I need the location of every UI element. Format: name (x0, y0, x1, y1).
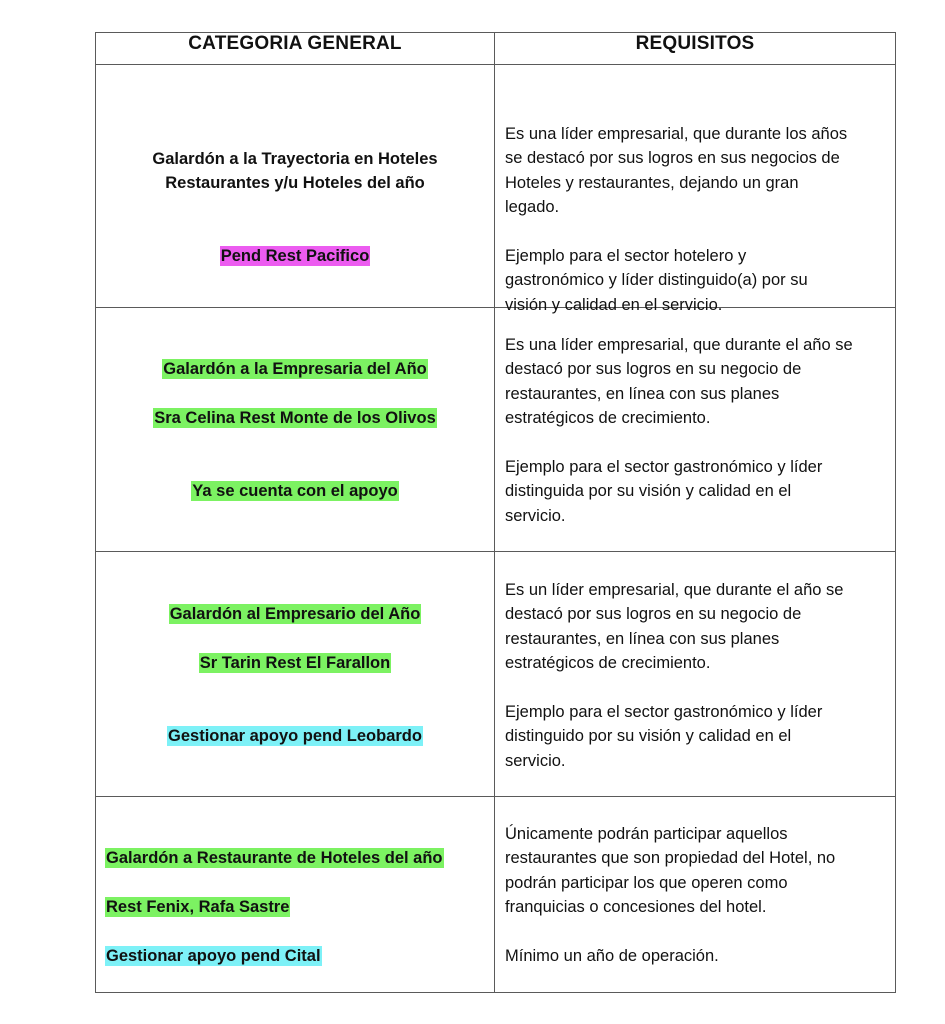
text-line: Únicamente podrán participar aquellos (505, 825, 788, 843)
requirements-text (505, 822, 889, 968)
winner-highlight: Sr Tarin Rest El Farallon (199, 654, 391, 672)
text-line: legado. (505, 198, 560, 217)
category-cell (96, 65, 495, 308)
category-title-highlight: Galardón a Restaurante de Hoteles del año (106, 849, 443, 867)
category-status-line (96, 244, 494, 268)
requirements-paragraph (505, 944, 889, 968)
text-line: gastronómico y líder distinguido(a) por su (505, 271, 808, 290)
table-row (96, 308, 896, 552)
header-requisitos: REQUISITOS (495, 33, 896, 65)
requirements-paragraph (505, 578, 889, 676)
text-line: estratégicos de crecimiento. (505, 654, 711, 673)
category-title-line (96, 147, 494, 171)
category-title-line (96, 171, 494, 195)
awards-table (95, 32, 896, 993)
winner-line (96, 651, 494, 675)
text-line: podrán participar los que operen como (505, 873, 788, 892)
text-line: restaurantes, en línea con sus planes (505, 384, 780, 403)
winner-line (96, 406, 494, 430)
category-title-highlight: Galardón a la Empresaria del Año (163, 360, 427, 378)
category-title-highlight: Galardón al Empresario del Año (169, 605, 421, 623)
text-line: Es un líder empresarial, que durante el año se (505, 581, 844, 599)
category-title-line (105, 846, 444, 870)
category-cell (96, 552, 495, 797)
category-status-line (96, 479, 494, 503)
text-line: Ejemplo para el sector gastronómico y líder (505, 703, 823, 722)
requirements-cell (495, 65, 896, 314)
requirements-cell (495, 308, 896, 552)
example-paragraph (505, 455, 889, 528)
status-highlight: Ya se cuenta con el apoyo (192, 482, 398, 500)
winner-highlight: Rest Fenix, Rafa Sastre (106, 898, 290, 916)
category-title-text: Galardón a la Trayectoria en Hoteles (152, 150, 438, 168)
category-title-line (96, 602, 494, 626)
winner-line (105, 895, 290, 919)
status-highlight: Gestionar apoyo pend Leobardo (168, 727, 422, 745)
text-line: restaurantes que son propiedad del Hotel, no (505, 849, 836, 868)
requirements-cell (495, 552, 896, 797)
winner-highlight: Sra Celina Rest Monte de los Olivos (154, 409, 436, 427)
text-line: estratégicos de crecimiento. (505, 409, 711, 428)
text-line: distinguido por su visión y calidad en el (505, 727, 792, 746)
example-paragraph (505, 244, 889, 317)
category-status-line (96, 724, 494, 748)
requirements-paragraph (505, 122, 889, 220)
text-line: servicio. (505, 506, 566, 525)
category-status-line (105, 944, 322, 968)
requirements-text (505, 578, 889, 773)
text-line: Ejemplo para el sector hotelero y (505, 247, 747, 266)
text-line: Es una líder empresarial, que durante los años (505, 125, 848, 143)
text-line: franquicias o concesiones del hotel. (505, 898, 767, 917)
table-row (96, 552, 896, 797)
text-line: Ejemplo para el sector gastronómico y líder (505, 458, 823, 477)
category-title-text: Restaurantes y/u Hoteles del año (165, 174, 425, 192)
text-line: se destacó por sus logros en sus negocios de (505, 149, 840, 168)
text-line: visión y calidad en el servicio. (505, 295, 723, 314)
text-line: distinguida por su visión y calidad en el (505, 482, 792, 501)
table-header-row (96, 33, 896, 65)
category-title-line (96, 357, 494, 381)
requirements-cell (495, 797, 896, 993)
table-row (96, 65, 896, 308)
status-highlight: Pend Rest Pacifico (220, 247, 370, 265)
status-highlight: Gestionar apoyo pend Cital (106, 947, 321, 965)
text-line: restaurantes, en línea con sus planes (505, 629, 780, 648)
category-cell (96, 797, 495, 993)
table-row (96, 797, 896, 993)
category-cell (96, 308, 495, 552)
text-line: Es una líder empresarial, que durante el año se (505, 336, 853, 354)
requirements-text (505, 333, 889, 528)
requirements-paragraph (505, 822, 889, 920)
requirements-text (505, 122, 889, 317)
text-line: destacó por sus logros en su negocio de (505, 360, 802, 379)
header-categoria-general: CATEGORIA GENERAL (96, 33, 495, 65)
text-line: Hoteles y restaurantes, dejando un gran (505, 173, 799, 192)
requirements-paragraph (505, 333, 889, 431)
text-line: destacó por sus logros en su negocio de (505, 605, 802, 624)
text-line: servicio. (505, 751, 566, 770)
example-paragraph (505, 700, 889, 773)
text-line: Mínimo un año de operación. (505, 947, 719, 966)
